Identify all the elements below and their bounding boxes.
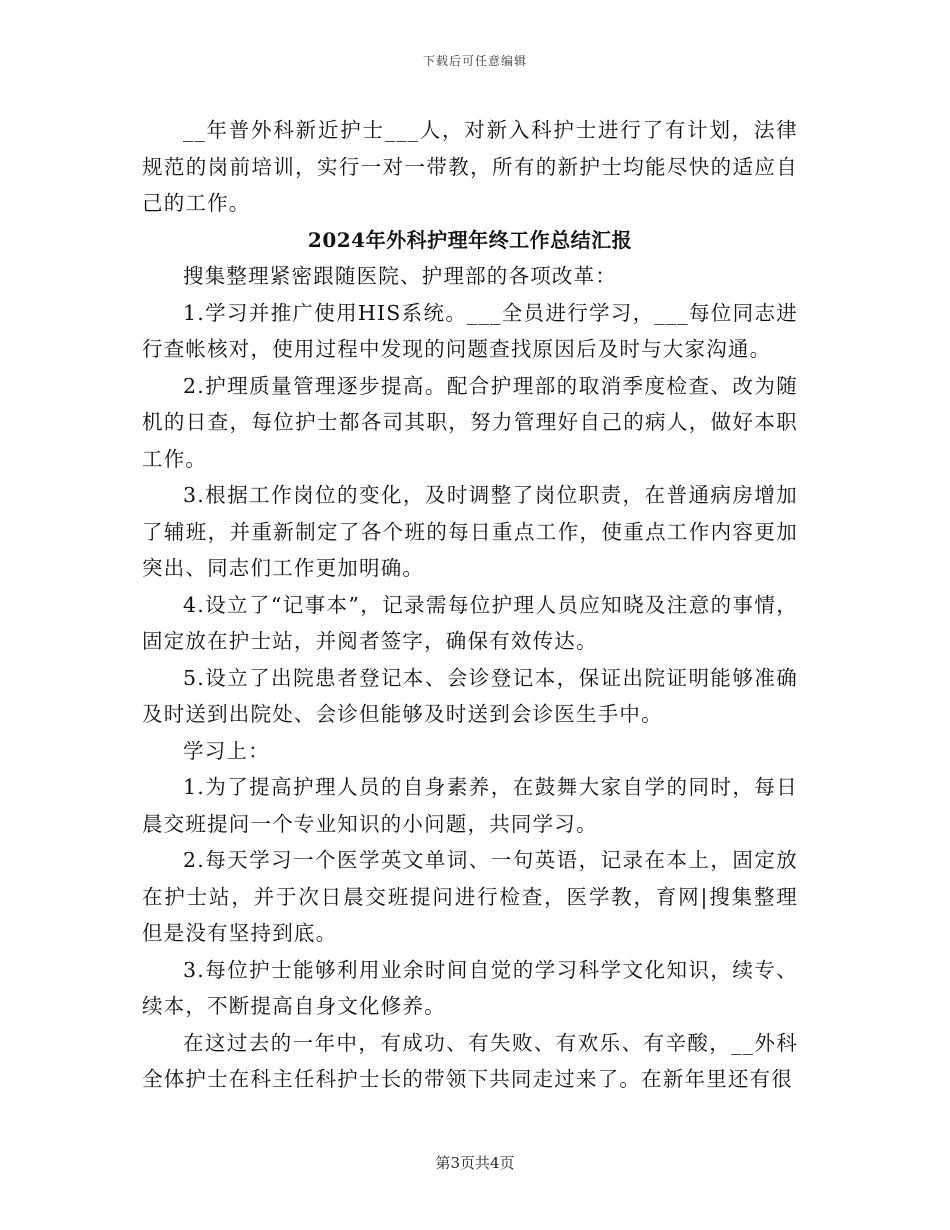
page-footer: 第3页共4页 bbox=[435, 1154, 515, 1172]
page-header: 下载后可任意编辑 bbox=[422, 54, 527, 68]
document-title: 2024年外科护理年终工作总结汇报 bbox=[307, 227, 633, 252]
study-section-heading: 学习上： bbox=[183, 738, 270, 763]
reform-item-3: 3.根据工作岗位的变化，及时调整了岗位职责，在普通病房增加了辅班，并重新制定了各个班的每日重点工作，使重点工作内容更加突出、同志们工作更加明确。 bbox=[142, 483, 798, 580]
reform-item-4: 4.设立了“记事本”，记录需每位护理人员应知晓及注意的事情，固定放在护士站，并阅者签字，确保有效传达。 bbox=[142, 592, 798, 653]
intro-paragraph: __年普外科新近护士___人，对新入科护士进行了有计划，法律规范的岗前培训，实行一对一带教，所有的新护士均能尽快的适应自己的工作。 bbox=[142, 118, 798, 215]
document-body bbox=[142, 112, 798, 1098]
closing-paragraph: 在这过去的一年中，有成功、有失败、有欢乐、有辛酸，__外科全体护士在科主任科护士长的带领下共同走过来了。在新年里还有很 bbox=[142, 1030, 798, 1091]
study-item-1: 1.为了提高护理人员的自身素养，在鼓舞大家自学的同时，每日晨交班提问一个专业知识的小问题，共同学习。 bbox=[142, 775, 798, 836]
reform-intro-paragraph: 搜集整理紧密跟随医院、护理部的各项改革： bbox=[183, 264, 617, 288]
study-item-3: 3.每位护士能够利用业余时间自觉的学习科学文化知识，续专、续本，不断提高自身文化修养。 bbox=[142, 957, 798, 1018]
reform-item-5: 5.设立了出院患者登记本、会诊登记本，保证出院证明能够准确及时送到出院处、会诊但能够及时送到会诊医生手中。 bbox=[142, 665, 798, 726]
study-item-2: 2.每天学习一个医学英文单词、一句英语，记录在本上，固定放在护士站，并于次日晨交班提问进行检查，医学教，育网|搜集整理但是没有坚持到底。 bbox=[142, 848, 798, 945]
reform-item-2: 2.护理质量管理逐步提高。配合护理部的取消季度检查、改为随机的日查，每位护士都各司其职，努力管理好自己的病人，做好本职工作。 bbox=[142, 373, 798, 471]
reform-item-1: 1.学习并推广使用HIS系统。___全员进行学习，___每位同志进行查帐核对，使用过程中发现的问题查找原因后及时与大家沟通。 bbox=[142, 300, 798, 361]
